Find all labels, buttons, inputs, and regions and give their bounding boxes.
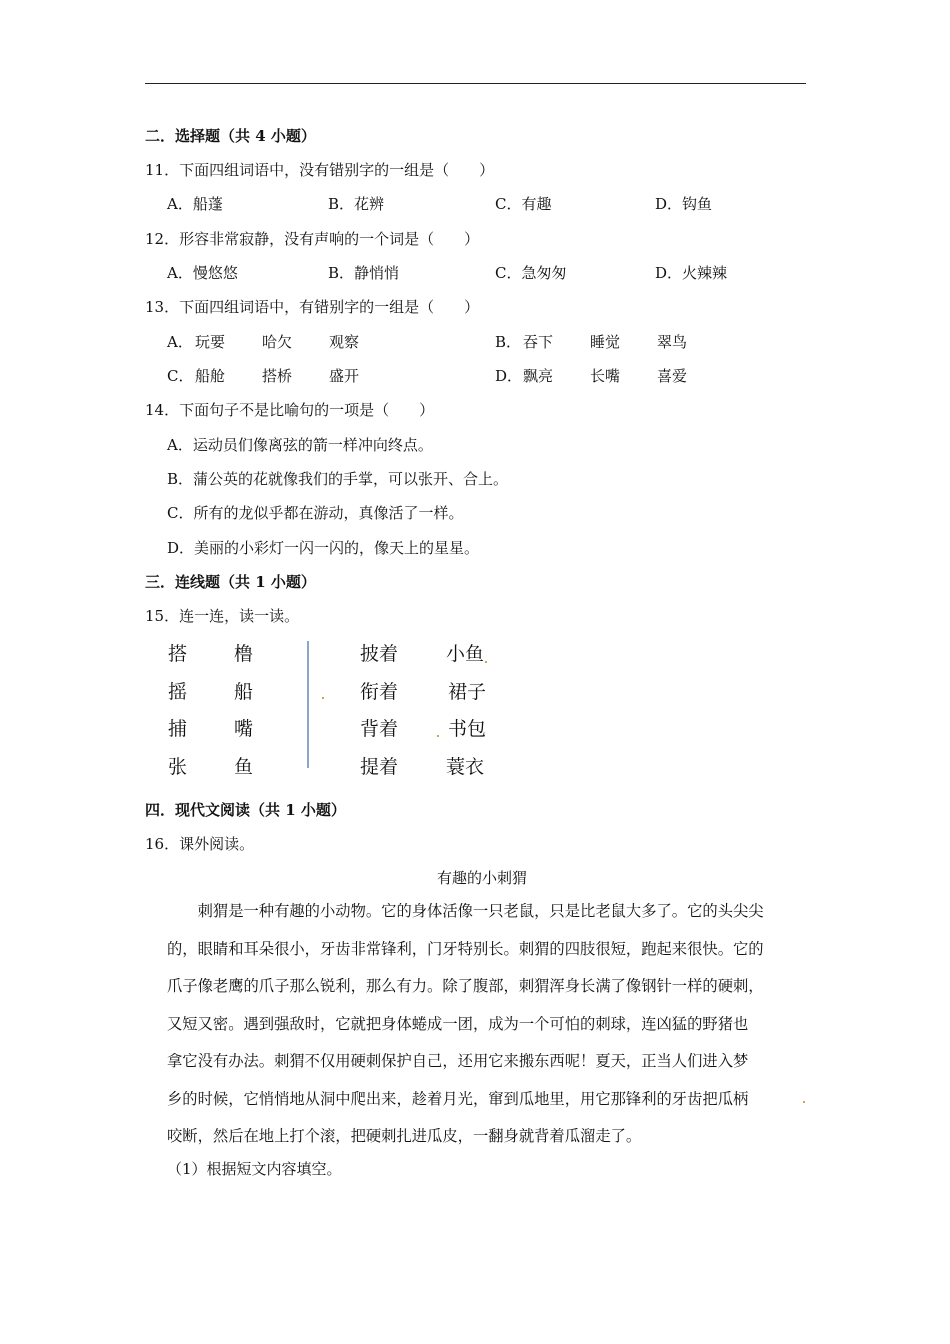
question-16-stem: 16．课外阅读。 xyxy=(145,835,255,853)
passage-line: 刺猬是一种有趣的小动物。它的身体活像一只老鼠，只是比老鼠大多了。它的头尖尖 xyxy=(167,902,764,920)
match-left-word: 鱼 xyxy=(234,756,254,778)
passage-line: 拿它没有办法。刺猬不仅用硬刺保护自己，还用它来搬东西呢！夏天，正当人们进入梦 xyxy=(167,1052,749,1070)
q12-option-b: B．静悄悄 xyxy=(328,264,400,282)
match-right-noun: 书包 xyxy=(448,718,487,740)
q14-option-b: B．蒲公英的花就像我们的手掌，可以张开、合上。 xyxy=(167,470,509,488)
q11-option-d: D．钩鱼 xyxy=(655,195,713,213)
match-right-noun: 裙子 xyxy=(448,681,487,703)
match-left-word: 橹 xyxy=(234,643,254,665)
section-title-choice: 二．选择题（共 4 小题） xyxy=(145,127,316,145)
speck xyxy=(437,735,439,737)
q11-option-a: A．船蓬 xyxy=(167,195,223,213)
speck xyxy=(485,661,487,663)
match-left-word: 船 xyxy=(234,681,254,703)
section-title-matching: 三．连线题（共 1 小题） xyxy=(145,573,316,591)
q14-option-d: D．美丽的小彩灯一闪一闪的，像天上的星星。 xyxy=(167,539,480,557)
passage-line: 爪子像老鹰的爪子那么锐利，那么有力。除了腹部，刺猬浑身长满了像钢针一样的硬刺， xyxy=(167,977,764,995)
speck xyxy=(803,1101,805,1103)
subquestion-1: （1）根据短文内容填空。 xyxy=(167,1160,342,1178)
passage-title: 有趣的小刺猬 xyxy=(437,869,528,887)
q12-option-a: A．慢悠悠 xyxy=(167,264,238,282)
q12-option-d: D．火辣辣 xyxy=(655,264,728,282)
match-right-verb: 提着 xyxy=(360,756,399,778)
q13-option-c-letter: C． xyxy=(167,367,194,385)
question-12-stem: 12．形容非常寂静，没有声响的一个词是（ ） xyxy=(145,230,480,248)
question-15-stem: 15．连一连，读一读。 xyxy=(145,607,300,625)
match-right-verb: 衔着 xyxy=(360,681,399,703)
q13-option-d-word: 喜爱 xyxy=(657,367,688,385)
match-left-char: 搭 xyxy=(168,643,188,665)
q13-option-c-word: 船舱 xyxy=(195,367,226,385)
q13-option-b-letter: B． xyxy=(495,333,522,351)
q12-option-c: C．急匆匆 xyxy=(495,264,567,282)
q13-option-d-word: 飘亮 xyxy=(523,367,554,385)
q11-option-b: B．花辨 xyxy=(328,195,385,213)
q13-option-a-word: 哈欠 xyxy=(262,333,293,351)
q13-option-a-letter: A． xyxy=(167,333,193,351)
passage-line: 咬断，然后在地上打个滚，把硬刺扎进瓜皮，一翻身就背着瓜溜走了。 xyxy=(167,1127,642,1145)
q13-option-b-word: 翠鸟 xyxy=(657,333,688,351)
q11-option-c: C．有趣 xyxy=(495,195,552,213)
q14-option-c: C．所有的龙似乎都在游动，真像活了一样。 xyxy=(167,504,464,522)
q13-option-c-word: 盛开 xyxy=(329,367,360,385)
q13-option-a-word: 玩要 xyxy=(195,333,226,351)
match-right-verb: 披着 xyxy=(360,643,399,665)
question-14-stem: 14．下面句子不是比喻句的一项是（ ） xyxy=(145,401,435,419)
match-left-char: 捕 xyxy=(168,718,188,740)
speck xyxy=(322,697,324,699)
passage-line: 乡的时候，它悄悄地从洞中爬出来，趁着月光，窜到瓜地里，用它那锋利的牙齿把瓜柄 xyxy=(167,1089,749,1108)
match-left-char: 摇 xyxy=(168,681,188,703)
header-rule xyxy=(145,83,806,84)
divider-line xyxy=(307,641,309,768)
match-right-noun: 小鱼 xyxy=(446,643,485,665)
passage-body xyxy=(167,893,817,1156)
q13-option-d-letter: D． xyxy=(495,367,523,385)
q13-option-c-word: 搭桥 xyxy=(262,367,293,385)
q13-option-b-word: 睡觉 xyxy=(590,333,621,351)
q13-option-b-word: 吞下 xyxy=(523,333,554,351)
match-left-char: 张 xyxy=(168,756,188,778)
passage-line: 的，眼睛和耳朵很小，牙齿非常锋利，门牙特别长。刺猬的四肢很短，跑起来很快。它的 xyxy=(167,939,764,958)
q13-option-d-word: 长嘴 xyxy=(590,367,621,385)
match-right-verb: 背着 xyxy=(360,718,399,740)
passage-line: 又短又密。遇到强敌时，它就把身体蜷成一团，成为一个可怕的刺球，连凶猛的野猪也 xyxy=(167,1014,749,1033)
q14-option-a: A．运动员们像离弦的箭一样冲向终点。 xyxy=(167,436,433,454)
q13-option-a-word: 观察 xyxy=(329,333,360,351)
question-13-stem: 13．下面四组词语中，有错别字的一组是（ ） xyxy=(145,298,480,316)
question-11-stem: 11．下面四组词语中，没有错别字的一组是（ ） xyxy=(145,161,495,179)
match-right-noun: 蓑衣 xyxy=(446,756,485,778)
section-title-reading: 四．现代文阅读（共 1 小题） xyxy=(145,801,346,819)
match-left-word: 嘴 xyxy=(234,718,254,740)
